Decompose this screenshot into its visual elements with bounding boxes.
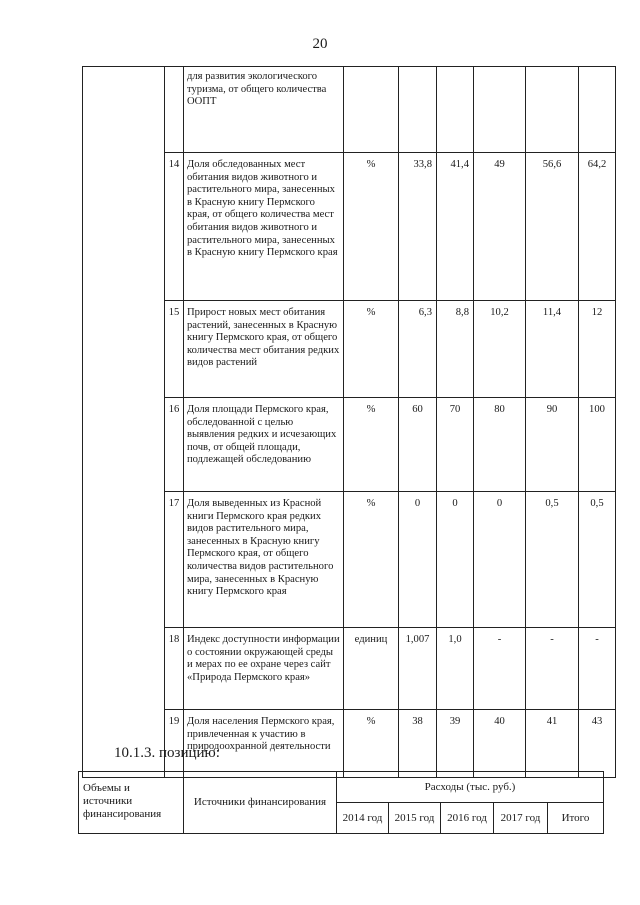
indicator-value: 10,2 bbox=[474, 301, 526, 398]
indicator-value: 41 bbox=[526, 710, 579, 778]
indicator-unit: % bbox=[344, 398, 399, 492]
indicator-value: 0,5 bbox=[526, 492, 579, 628]
indicators-table bbox=[82, 66, 616, 778]
indicator-name: Доля выведенных из Красной книги Пермского края редких видов растительного мира, занесенных в Красную книгу Пермского края, от общего количества видов растительного мира, занесенных в Красную книгу Пермского края bbox=[184, 492, 344, 628]
indicator-value: 41,4 bbox=[437, 153, 474, 301]
indicator-number: 18 bbox=[165, 628, 184, 710]
indicator-value: - bbox=[526, 628, 579, 710]
year-header: 2014 год bbox=[337, 803, 389, 834]
indicator-value: 70 bbox=[437, 398, 474, 492]
financing-sources-label: Источники финансирования bbox=[184, 772, 337, 834]
financing-header-row bbox=[79, 772, 604, 803]
year-header: 2017 год bbox=[494, 803, 548, 834]
indicator-value: 6,3 bbox=[399, 301, 437, 398]
year-header: 2016 год bbox=[441, 803, 494, 834]
indicator-value: 1,0 bbox=[437, 628, 474, 710]
indicator-unit: % bbox=[344, 301, 399, 398]
indicator-value: 90 bbox=[526, 398, 579, 492]
indicator-value: - bbox=[474, 628, 526, 710]
indicator-value: 60 bbox=[399, 398, 437, 492]
indicator-value: 0 bbox=[474, 492, 526, 628]
indicator-value: 33,8 bbox=[399, 153, 437, 301]
indicator-value: 80 bbox=[474, 398, 526, 492]
indicator-value: 8,8 bbox=[437, 301, 474, 398]
indicator-value: 100 bbox=[579, 398, 616, 492]
year-header: 2015 год bbox=[389, 803, 441, 834]
indicator-value: 0,5 bbox=[579, 492, 616, 628]
indicator-name: Прирост новых мест обитания растений, занесенных в Красную книгу Пермского края, от общего количества мест обитания редких видов растений bbox=[184, 301, 344, 398]
indicator-value: 56,6 bbox=[526, 153, 579, 301]
indicator-name: Доля площади Пермского края, обследованной с целью выявления редких и исчезающих почв, от общей площади, подлежащей обследованию bbox=[184, 398, 344, 492]
lead-merged-cell bbox=[83, 67, 165, 778]
indicator-value: 64,2 bbox=[579, 153, 616, 301]
indicator-unit: % bbox=[344, 492, 399, 628]
indicator-name: Индекс доступности информации о состоянии окружающей среды и мерах по ее охране через сайт «Природа Пермского края» bbox=[184, 628, 344, 710]
indicator-value: 0 bbox=[399, 492, 437, 628]
indicator-unit: % bbox=[344, 153, 399, 301]
section-heading: 10.1.3. позицию: bbox=[114, 745, 220, 761]
indicator-value: 11,4 bbox=[526, 301, 579, 398]
indicator-value: 38 bbox=[399, 710, 437, 778]
indicator-name: для развития экологического туризма, от общего количества ООПТ bbox=[184, 67, 344, 153]
indicator-value: 43 bbox=[579, 710, 616, 778]
indicator-number: 16 bbox=[165, 398, 184, 492]
expenses-header: Расходы (тыс. руб.) bbox=[337, 772, 604, 803]
page-number: 20 bbox=[312, 36, 328, 52]
indicator-number: 15 bbox=[165, 301, 184, 398]
total-header: Итого bbox=[548, 803, 604, 834]
indicator-number: 14 bbox=[165, 153, 184, 301]
financing-table bbox=[78, 771, 604, 834]
indicator-value: - bbox=[579, 628, 616, 710]
indicator-number: 19 bbox=[165, 710, 184, 778]
indicator-unit: % bbox=[344, 710, 399, 778]
indicator-value: 39 bbox=[437, 710, 474, 778]
indicator-value: 0 bbox=[437, 492, 474, 628]
indicator-name: Доля населения Пермского края, привлеченная к участию в природоохранной деятельности bbox=[184, 710, 344, 778]
indicator-value: 49 bbox=[474, 153, 526, 301]
indicator-number: 17 bbox=[165, 492, 184, 628]
table-row-continuation bbox=[83, 67, 616, 153]
indicator-unit: единиц bbox=[344, 628, 399, 710]
indicator-value: 1,007 bbox=[399, 628, 437, 710]
indicator-name: Доля обследованных мест обитания видов животного и растительного мира, занесенных в Красную книгу Пермского края, от общего количества мест обитания видов животного и растительного мира, занесенных в Красную книгу Пермского края bbox=[184, 153, 344, 301]
indicator-value: 12 bbox=[579, 301, 616, 398]
financing-volume-label: Объемы и источники финансирования bbox=[79, 772, 184, 834]
indicator-value: 40 bbox=[474, 710, 526, 778]
